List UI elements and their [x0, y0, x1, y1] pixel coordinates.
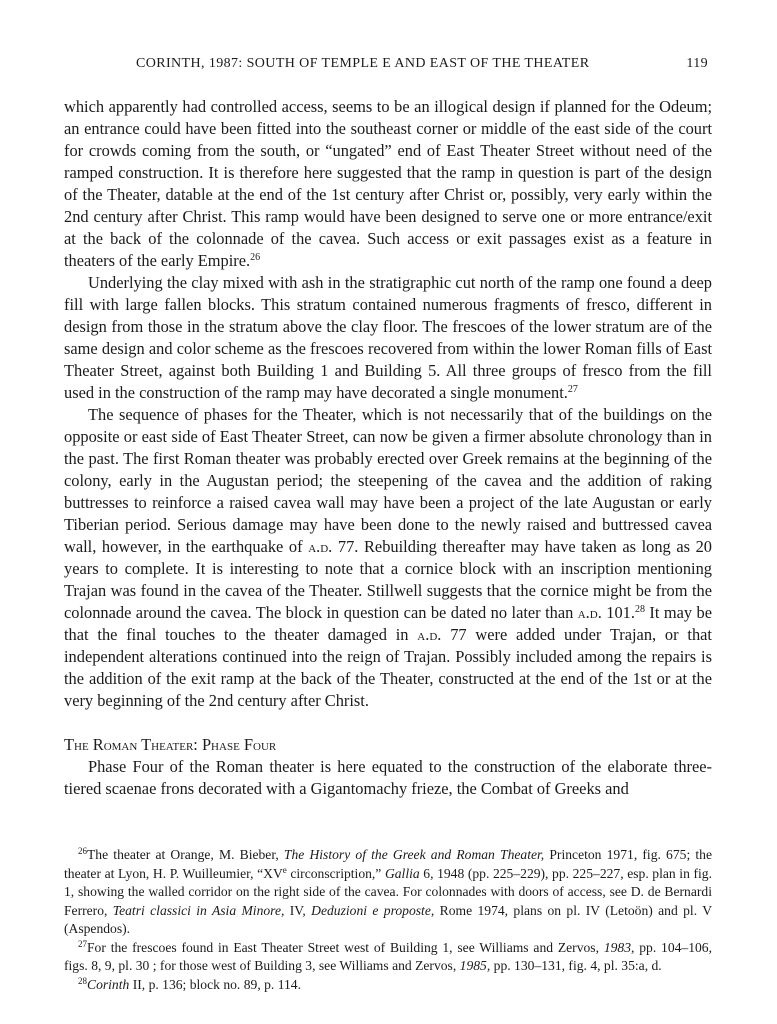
paragraph-4	[64, 756, 712, 800]
body-text	[64, 96, 712, 800]
footnote-text: circonscription,”	[290, 865, 382, 881]
paragraph-1-text: which apparently had controlled access, seems to be an illogical design if planned for the Odeum; an entrance could have been fitted into the southeast corner or middle of the east side of the court for crowds coming from the south, or “ungated” end of East Theater Street without need of the ramped construction. It is therefore here suggested that the ramp in question is part of the design of the Theater, datable at the end of the 1st century after Christ or, possibly, very early within the 2nd century after Christ. This ramp would have been designed to serve one or more entrance/exit at the back of the colonnade of the cavea. Such access or exit passages exist as a feature in theaters of the early Empire.	[64, 97, 712, 270]
ad-abbrev: a.d.	[577, 603, 602, 622]
footnote-text: II, p. 136; block no. 89, p. 114.	[132, 976, 301, 992]
footnote-title: Gallia	[384, 865, 420, 881]
footnote-ref-26: 26	[250, 252, 261, 263]
footnote-text: For the frescoes found in East Theater Street west of Building 1, see Williams and Zervos,	[87, 939, 599, 955]
footnote-number: 27	[78, 938, 87, 949]
paragraph-1	[64, 96, 712, 272]
footnote-ref-27: 27	[567, 384, 578, 395]
ad-abbrev: a.d.	[417, 625, 442, 644]
footnote-28	[64, 976, 712, 995]
footnote-text: The theater at Orange, M. Bieber,	[87, 847, 279, 862]
footnote-title: Deduzioni e proposte,	[311, 902, 435, 918]
footnote-text: 6, 1948 (pp. 225–229), pp. 225–227, esp. plan in fig. 1, showing the walled corridor on the right side of the cavea. For colonnades with doors of access, see D. de Bernardi Ferrero,	[64, 865, 712, 918]
ad-abbrev: a.d.	[308, 537, 333, 556]
footnote-number: 28	[78, 975, 87, 986]
paragraph-3-text-b: 77. Rebuilding thereafter may have taken as long as 20 years to complete. It is interesting to note that a cornice block with an inscription mentioning Trajan was found in the cavea of the Theater. Stillwell suggests that the cornice might be from the colonnade around the cavea. The block in question can be dated no later than	[64, 537, 713, 622]
page	[64, 56, 712, 994]
paragraph-3-text-c: 101.	[606, 603, 635, 622]
paragraph-3	[64, 404, 712, 712]
footnote-text: Princeton 1971, fig. 675; the theater at Lyon, H. P. Wuilleumier, “XV	[64, 847, 712, 881]
paragraph-3-text-d: It may be that the final touches to the theater damaged in	[64, 603, 712, 644]
footnote-title: Teatri classici in Asia Minore,	[112, 902, 285, 918]
paragraph-4-text: Phase Four of the Roman theater is here equated to the construction of the elaborate three-tiered scaenae frons decorated with a Gigantomachy frieze, the Combat of Greeks and	[64, 757, 712, 798]
running-head-title: CORINTH, 1987: SOUTH OF TEMPLE E AND EAST OF THE THEATER	[136, 56, 590, 71]
footnote-year: 1985,	[459, 958, 491, 973]
footnote-number: 26	[78, 846, 87, 856]
footnote-ref-28: 28	[634, 604, 645, 615]
section-heading: The Roman Theater: Phase Four	[64, 735, 277, 754]
footnote-text: pp. 104–106, figs. 8, 9, pl. 30 ; for those west of Building 3, see Williams and Zervos,	[64, 939, 712, 973]
footnotes	[64, 846, 712, 994]
footnote-year: 1983,	[603, 939, 635, 955]
paragraph-3-text-e: 77 were added under Trajan, or that independent alterations continued into the reign of Trajan. Possibly included among the repairs is the addition of the exit ramp at the back of the Theater, constructed at the end of the 1st or at the very beginning of the 2nd century after Christ.	[64, 625, 712, 710]
paragraph-2-text: Underlying the clay mixed with ash in the stratigraphic cut north of the ramp one found a deep fill with large fallen blocks. This stratum contained numerous fragments of fresco, different in design from those in the stratum above the clay floor. The frescoes of the lower stratum are of the same design and color scheme as the frescoes recovered from within the lower Roman fills of East Theater Street, against both Building 1 and Building 5. All three groups of fresco from the fill used in the construction of the ramp may have decorated a single monument.	[64, 273, 712, 402]
running-head	[64, 56, 712, 78]
footnote-title: Corinth	[87, 976, 130, 992]
footnote-26	[64, 846, 712, 939]
footnote-27	[64, 939, 712, 976]
footnote-text: IV,	[289, 902, 306, 918]
superscript: e	[282, 864, 287, 875]
footnote-text: Rome 1974, plans on pl. IV (Letoön) and pl. V (Aspendos).	[64, 902, 713, 936]
footnote-text: pp. 130–131, fig. 4, pl. 35:a, d.	[493, 958, 662, 973]
paragraph-2	[64, 272, 712, 404]
paragraph-3-text-a: The sequence of phases for the Theater, which is not necessarily that of the buildings on the opposite or east side of East Theater Street, can now be given a firmer absolute chronology than in the past. The first Roman theater was probably erected over Greek remains at the beginning of the colony, early in the Augustan period; the steepening of the cavea and the addition of raking buttresses to reinforce a raised cavea wall may have been a project of the late Augustan or early Tiberian period. Serious damage may have been done to the newly raised and buttressed cavea wall, however, in the earthquake of	[64, 405, 712, 556]
page-number: 119	[686, 56, 708, 71]
footnote-title: The History of the Greek and Roman Theater,	[283, 847, 545, 862]
